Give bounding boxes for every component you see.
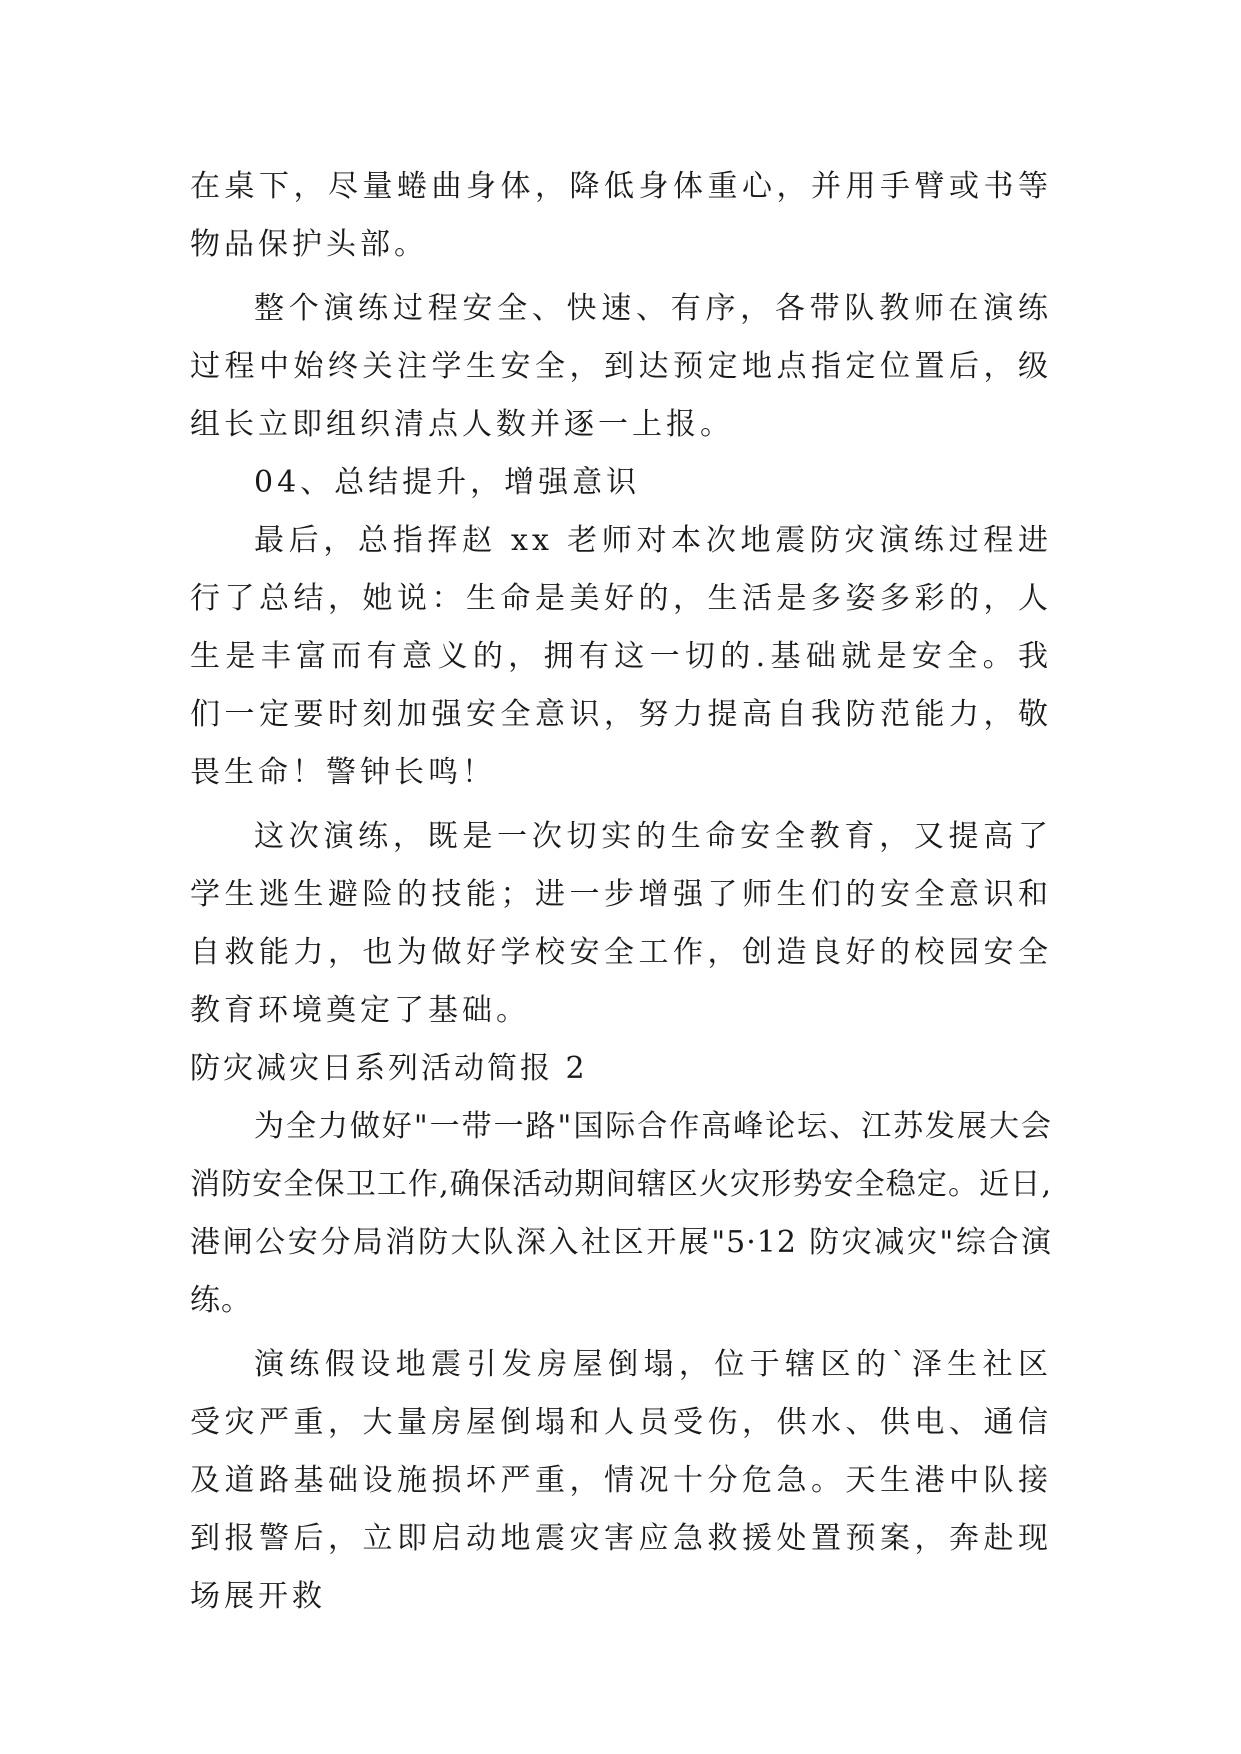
paragraph-summary: 最后，总指挥赵 xx 老师对本次地震防灾演练过程进行了总结，她说：生命是美好的，生活是多姿多彩的，人生是丰富而有意义的，拥有这一切的.基础就是安全。我们一定要时刻加强安全意识，努力提高自我防范能力，敬畏生命！警钟长鸣！ <box>190 523 1052 790</box>
paragraph-conclusion: 这次演练，既是一次切实的生命安全教育，又提高了学生逃生避险的技能；进一步增强了师生们的安全意识和自救能力，也为做好学校安全工作，创造良好的校园安全教育环境奠定了基础。 <box>190 819 1052 1028</box>
document-body <box>190 158 1052 1626</box>
paragraph-continuation: 在桌下，尽量蜷曲身体，降低身体重心，并用手臂或书等物品保护头部。 <box>190 169 1052 262</box>
document-title-2: 防灾减灾日系列活动简报 2 <box>190 1051 588 1086</box>
paragraph-drill-process: 整个演练过程安全、快速、有序，各带队教师在演练过程中始终关注学生安全，到达预定地点指定位置后，级组长立即组织清点人数并逐一上报。 <box>190 291 1052 442</box>
section-heading-04: 04、总结提升，增强意识 <box>254 465 641 500</box>
paragraph-intro-2: 为全力做好"一带一路"国际合作高峰论坛、江苏发展大会消防安全保卫工作,确保活动期间辖区火灾形势安全稳定。近日,港闸公安分局消防大队深入社区开展"5·12 防灾减灾"综合演练。 <box>190 1109 1052 1318</box>
paragraph-scenario: 演练假设地震引发房屋倒塌，位于辖区的`泽生社区受灾严重，大量房屋倒塌和人员受伤，供水、供电、通信及道路基础设施损坏严重，情况十分危急。天生港中队接到报警后，立即启动地震灾害应急救援处置预案，奔赴现场展开救 <box>190 1347 1052 1614</box>
